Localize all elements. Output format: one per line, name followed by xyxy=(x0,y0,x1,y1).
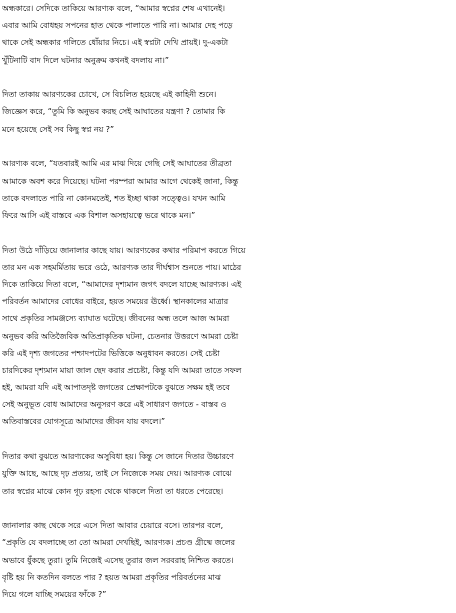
text-line: জানালার কাছ থেকে সরে এসে দিতা আবার চেয়ারে বসে। তারপর বলে, xyxy=(2,521,224,531)
paragraph-3 xyxy=(2,155,456,224)
paragraph-4 xyxy=(2,242,456,431)
paragraph-gap xyxy=(2,224,456,242)
text-line: খুঁটিনাটি বাদ দিলে ঘটনার অনুক্রম কখনই বদলায় না।” xyxy=(2,55,169,65)
paragraph-1 xyxy=(2,0,456,69)
text-line: দিকে তাকিয়ে দিতা বলে, “আমাদের দৃশ্যমান জগৎ বদলে যাচ্ছে আরণ্যক। এই xyxy=(2,279,242,289)
paragraph-6 xyxy=(2,517,456,603)
text-line: এবার আমি বোধহয় সপনের হাত থেকে পালাতে পারি না। আমার দেহ পড়ে xyxy=(2,21,233,31)
text-line: অনুভব করি অতিজৈবিক অতিপ্রাকৃতিক ঘটনা, চেতনার উত্তরণে আমরা চেষ্টা xyxy=(2,331,239,341)
text-line: থাকে সেই অন্ধকার গলিতে ধোঁয়ার নিচে। এই স্বপ্নটা দেখি প্রায়ই। দু-একটা xyxy=(2,38,229,48)
text-line: হই, আমরা যদি এই আপাতদৃষ্ট জগতের প্রেক্ষাপটকে বুঝতে সক্ষম হই তবে xyxy=(2,383,230,393)
text-line: অভাবে ধুঁকছে তুরা। তুমি নিজেই এসেছ তুরার জল সরবরাহ নিশ্চিত করতে। xyxy=(2,555,234,565)
text-line: করি এই দৃশ্য জগতের পশ্চাদপটের ভিত্তিকে অনুধাবন করতে। সেই চেষ্টা xyxy=(2,348,220,358)
text-line: জিজ্ঞেস করে, “তুমি কি অনুভব করছ সেই আঘাতের যন্ত্রণা ? তোমার কি xyxy=(2,107,226,117)
paragraph-2 xyxy=(2,86,456,138)
text-line: দিতা তাকায় আরণ্যকের চোখে, সে বিচলিত হয়েছে এই কাহিনী শুনে। xyxy=(2,90,217,100)
text-line: সাথে প্রকৃতির সামঞ্জস্যে ব্যাঘাত ঘটেছে। জীবনের অন্ধ তলে আজ আমরা xyxy=(2,314,230,324)
text-line: মনে হয়েছে সেই সব কিছু স্বপ্ন নয় ?” xyxy=(2,124,115,134)
text-line: যুক্তি আছে, আছে দৃঢ় প্রত্যয়, তাই সে নিজেকে সময় দেয়। আরণ্যক বোঝে xyxy=(2,469,232,479)
text-line: পরিবর্তন আমাদের বোধের বাইরে, হয়ত সময়ের ঊর্ধ্বে। স্থানকালের মাত্রার xyxy=(2,297,229,307)
text-line: চারদিকের দৃশ্যমান মায়া জাল ছেদ করার প্রচেষ্টা, কিন্তু যদি আমরা তাতে সফল xyxy=(2,365,242,375)
text-line: আরণ্যক বলে, “যতবারই আমি এর মাঝ দিয়ে গেছি সেই আঘাতের তীব্রতা xyxy=(2,159,232,169)
text-line: “প্রকৃতি যে বদলাচ্ছে তা তো আমরা দেখছিই, আরণ্যক। প্রচণ্ড গ্রীষ্মে জলের xyxy=(2,538,236,548)
paragraph-gap xyxy=(2,69,456,87)
text-line: দিয়ে গলে যাচ্ছি সময়ের ফাঁকে ?” xyxy=(2,589,107,599)
text-line: দিতা উঠে দাঁড়িয়ে জানালার কাছে যায়। আরণ্যকের কথার পরিমাপ করতে গিয়ে xyxy=(2,245,246,255)
text-line: আমাকে অবশ করে দিয়েছে। ঘটনা পরম্পরা আমার আগে থেকেই জানা, কিন্তু xyxy=(2,176,239,186)
text-line: তাকে বদলাতে পারি না কোনমতেই, শত ইচ্ছা থাকা সত্ত্বেও। যখন আমি xyxy=(2,193,226,203)
text-line: বৃষ্টি হয় নি কতদিন বলতে পার ? হয়ত আমরা প্রকৃতির পরিবর্তনের মাঝ xyxy=(2,572,221,582)
text-line: অন্ধকারে। সেদিকে তাকিয়ে আরণ্যক বলে, “আমার স্বপ্নের শেষ এখানেই। xyxy=(2,4,225,13)
paragraph-gap xyxy=(2,500,456,518)
paragraph-gap xyxy=(2,138,456,156)
text-line: অতিবাস্তবের যোগসূত্রে আমাদের জীবন যায় বদলে।” xyxy=(2,417,166,427)
paragraph-gap xyxy=(2,431,456,449)
text-line: তার স্বপ্নের মাঝে কোন গূঢ় রহস্য থেকে থাকলে দিতা তা ধরতে পেরেছে। xyxy=(2,486,224,496)
text-line: ফিরে আসি এই বাস্তবে এক বিশাল অসহায়ত্বে ভরে থাকে মন।” xyxy=(2,210,196,220)
text-line: তার মন এক সহমর্মিতায় ভরে ওঠে, আরণ্যক তার দীর্ঘশ্বাস শুনতে পায়। মাঠের xyxy=(2,262,242,272)
text-line: দিতার কথা বুঝতে আরণ্যকের অসুবিধা হয়। কিন্তু সে জানে দিতার উচ্চারণে xyxy=(2,452,234,462)
paragraph-5 xyxy=(2,448,456,500)
text-line: সেই অনুভূত বোধ আমাদের অনুসরণ করে এই সাধারণ জগতে - বাস্তব ও xyxy=(2,400,227,410)
